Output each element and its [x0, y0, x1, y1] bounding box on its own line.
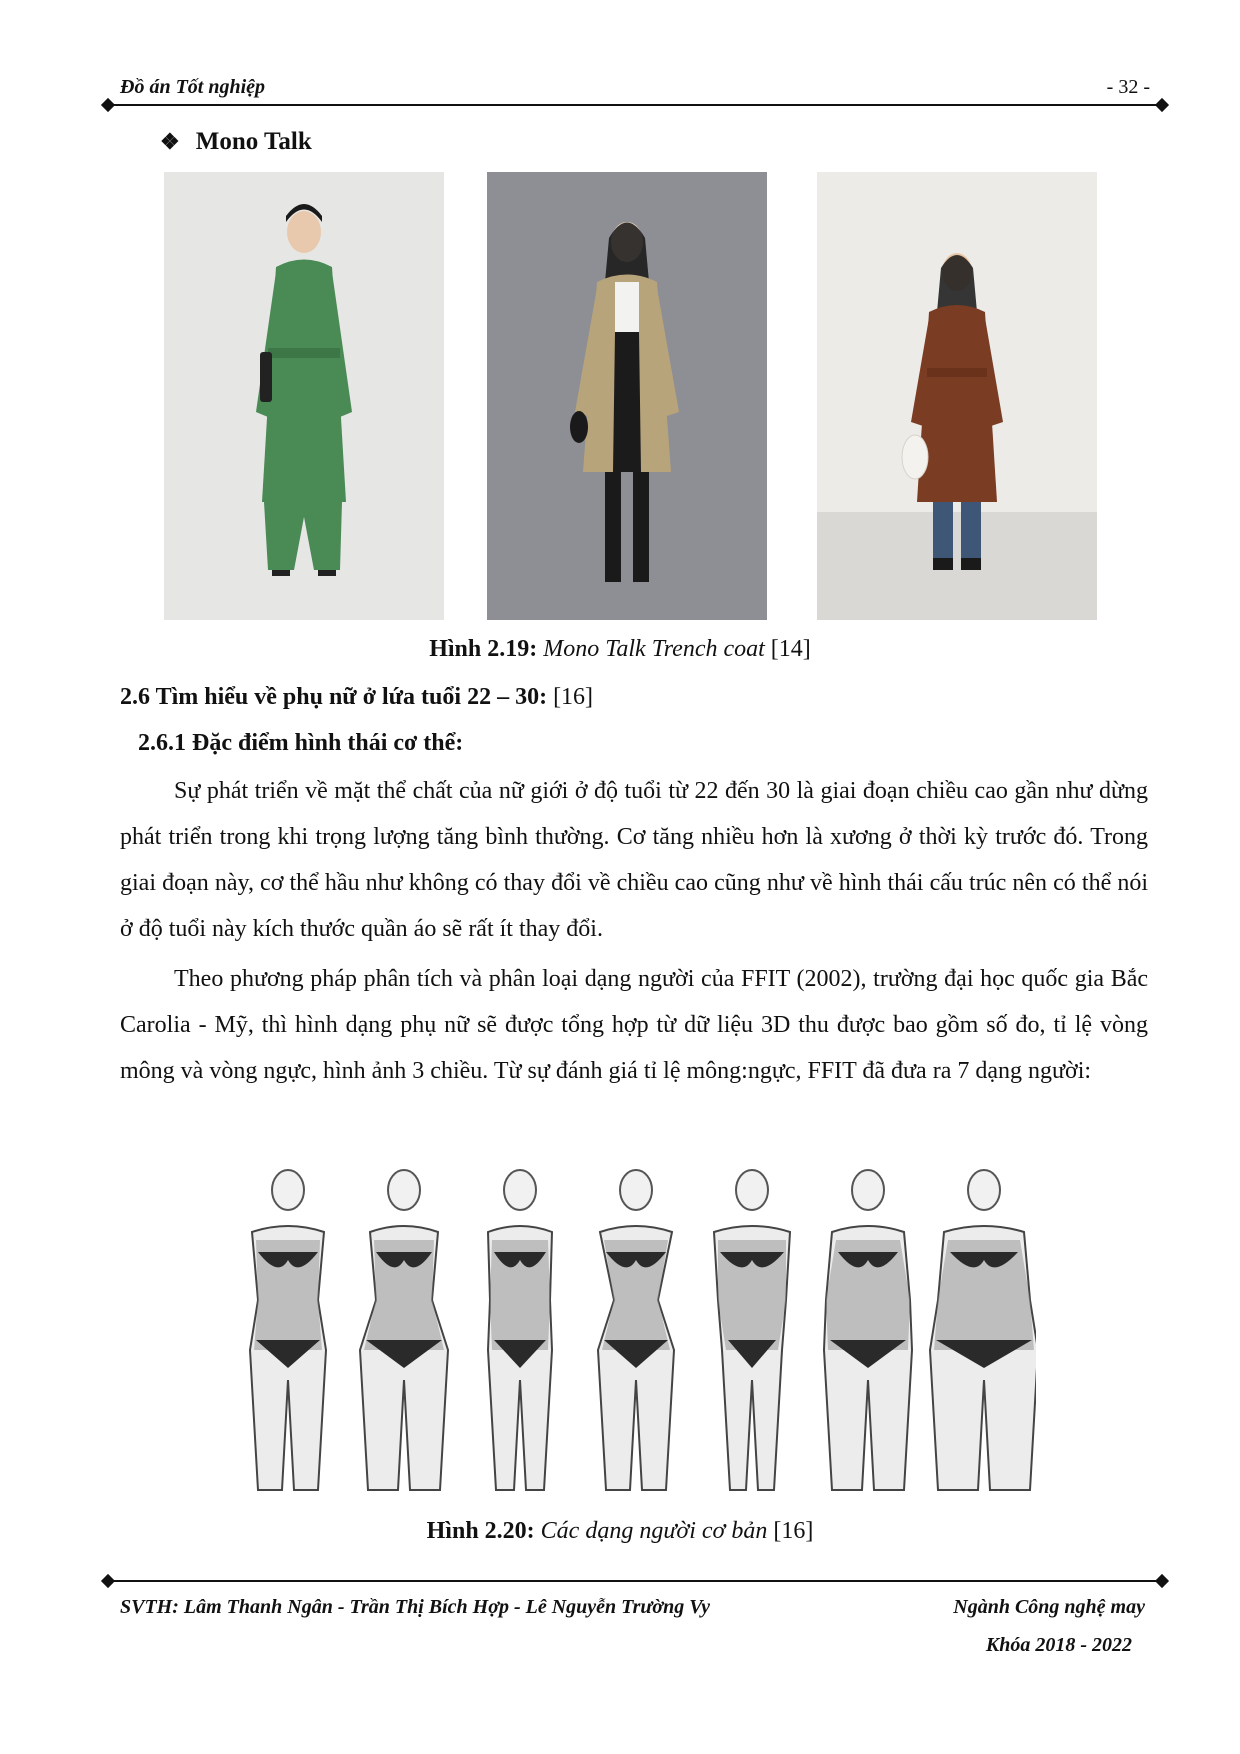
footer-rule-left-diamond — [101, 1574, 115, 1588]
photo-beige-trench-coat — [487, 172, 767, 620]
body-shape-2 — [360, 1170, 448, 1490]
figure-caption-2-19 — [0, 636, 1240, 663]
body-shape-1 — [250, 1170, 326, 1490]
figure-title: Các dạng người cơ bản — [540, 1518, 768, 1544]
footer-cohort: Khóa 2018 - 2022 — [985, 1634, 1132, 1656]
figure-ref: [14] — [770, 636, 811, 662]
section-heading-2-6 — [120, 684, 593, 711]
paragraph-2: Theo phương pháp phân tích và phân loại dạng người của FFIT (2002), trường đại học quốc gia Bắc Carolia - Mỹ, thì hình dạng phụ nữ sẽ được tổng hợp từ dữ liệu 3D thu được bao gồm số đo, tỉ lệ vòng mông và vòng ngực, hình ảnh 3 chiều. Từ sự đánh giá tỉ lệ mông:ngực, FFIT đã đưa ra 7 dạng người: — [120, 966, 1148, 1084]
bullet-title-text: Mono Talk — [195, 128, 312, 155]
heading-ref: [16] — [553, 684, 594, 710]
body-shape-5 — [714, 1170, 790, 1490]
bullet-diamond-icon: ❖ — [160, 129, 180, 154]
header-title: Đồ án Tốt nghiệp — [120, 76, 266, 98]
paragraph-1: Sự phát triển về mặt thể chất của nữ giới ở độ tuổi từ 22 đến 30 là giai đoạn chiều cao gần như dừng phát triển trong khi trọng lượng tăng bình thường. Cơ tăng nhiều hơn là xương ở thời kỳ trước đó. Trong giai đoạn này, cơ thể hầu như không có thay đổi về chiều cao cũng như về hình thái cấu trúc nên có thể nói ở độ tuổi này kích thước quần áo sẽ rất ít thay đổi. — [120, 778, 1148, 942]
header-rule-left-diamond — [101, 98, 115, 112]
figure-label: Hình 2.20: — [426, 1518, 535, 1544]
page-number: - 32 - — [1106, 76, 1150, 98]
footer-major: Ngành Công nghệ may — [953, 1596, 1145, 1618]
section-heading-2-6-1: 2.6.1 Đặc điểm hình thái cơ thể: — [138, 730, 464, 756]
footer-authors: SVTH: Lâm Thanh Ngân - Trần Thị Bích Hợp - Lê Nguyễn Trường Vy — [120, 1596, 710, 1618]
section-bullet-title — [160, 128, 312, 156]
photo-green-trench-coat — [164, 172, 444, 620]
figure-caption-2-20 — [0, 1518, 1240, 1545]
header-rule — [108, 104, 1162, 106]
body-shape-6 — [824, 1170, 912, 1490]
figure-title: Mono Talk Trench coat — [543, 636, 765, 662]
photo-brown-trench-coat — [817, 172, 1097, 620]
heading-text: 2.6 Tìm hiểu về phụ nữ ở lứa tuổi 22 – 30: — [120, 684, 548, 710]
footer-rule — [108, 1580, 1162, 1582]
body-shapes-illustration — [236, 1160, 1036, 1510]
body-shape-3 — [488, 1170, 552, 1490]
figure-label: Hình 2.19: — [429, 636, 538, 662]
footer-rule-right-diamond — [1155, 1574, 1169, 1588]
header-rule-right-diamond — [1155, 98, 1169, 112]
figure-ref: [16] — [773, 1518, 814, 1544]
body-shape-7 — [930, 1170, 1036, 1490]
body-shape-4 — [598, 1170, 674, 1490]
